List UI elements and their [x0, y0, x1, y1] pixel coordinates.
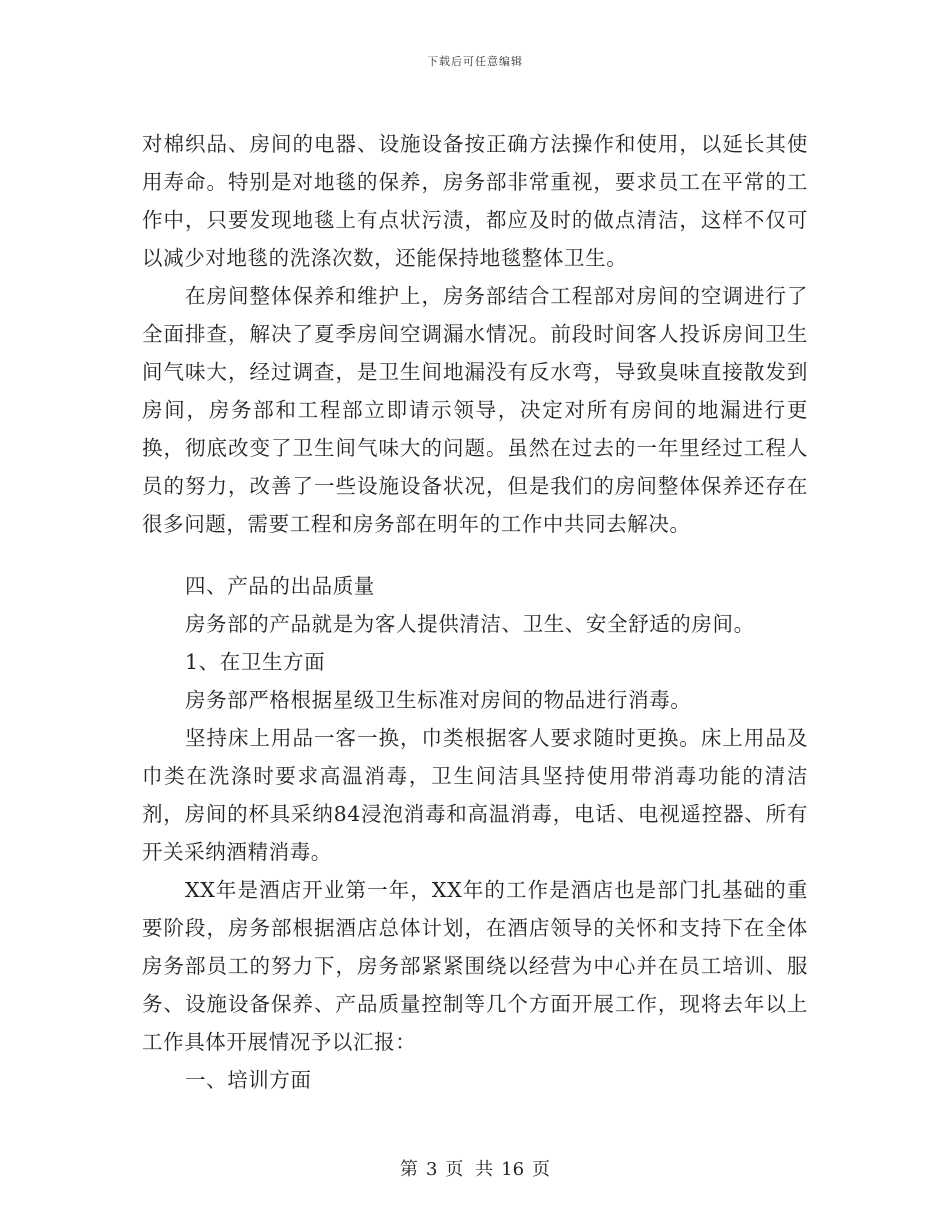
footer-total-pages: 16	[501, 1159, 525, 1180]
paragraph-product-definition: 房务部的产品就是为客人提供清洁、卫生、安全舒适的房间。	[185, 612, 755, 636]
paragraph-disinfection-standard: 房务部严格根据星级卫生标准对房间的物品进行消毒。	[185, 688, 692, 712]
footer-prefix: 第	[399, 1159, 418, 1180]
section-heading-training: 一、培训方面	[185, 1068, 312, 1092]
page-header: 下载后可任意编辑	[427, 55, 523, 68]
paragraph-linen-disinfection: 坚持床上用品一客一换，巾类根据客人要求随时更换。床上用品及巾类在洗涤时要求高温消毒，卫生间洁具坚持使用带消毒功能的清洁剂，房间的杯具采纳84浸泡消毒和高温消毒，电话、电视遥控器、所有开关采纳酒精消毒。	[142, 726, 808, 864]
paragraph-carpet-care: 对棉织品、房间的电器、设施设备按正确方法操作和使用，以延长其使用寿命。特别是对地毯的保养，房务部非常重视，要求员工在平常的工作中，只要发现地毯上有点状污渍，都应及时的做点清洁，这样不仅可以减少对地毯的洗涤次数，还能保持地毯整体卫生。	[142, 132, 808, 270]
document-body	[142, 125, 808, 1099]
paragraph-annual-summary: XX年是酒店开业第一年，XX年的工作是酒店也是部门扎基础的重要阶段，房务部根据酒店总体计划，在酒店领导的关怀和支持下在全体房务部员工的努力下，房务部紧紧围绕以经营为中心并在员工培训、服务、设施设备保养、产品质量控制等几个方面开展工作，现将去年以上工作具体开展情况予以汇报：	[142, 878, 808, 1054]
footer-page-number: 3	[425, 1159, 438, 1180]
page-footer	[0, 1155, 950, 1181]
subheading-hygiene: 1、在卫生方面	[185, 650, 326, 674]
paragraph-room-maintenance: 在房间整体保养和维护上，房务部结合工程部对房间的空调进行了全面排查，解决了夏季房间空调漏水情况。前段时间客人投诉房间卫生间气味大，经过调查，是卫生间地漏没有反水弯，导致臭味直接散发到房间，房务部和工程部立即请示领导，决定对所有房间的地漏进行更换，彻底改变了卫生间气味大的问题。虽然在过去的一年里经过工程人员的努力，改善了一些设施设备状况，但是我们的房间整体保养还存在很多问题，需要工程和房务部在明年的工作中共同去解决。	[142, 284, 808, 536]
footer-middle: 页 共	[445, 1159, 494, 1180]
section-heading-product-quality: 四、产品的出品质量	[185, 574, 375, 598]
footer-suffix: 页	[532, 1159, 551, 1180]
